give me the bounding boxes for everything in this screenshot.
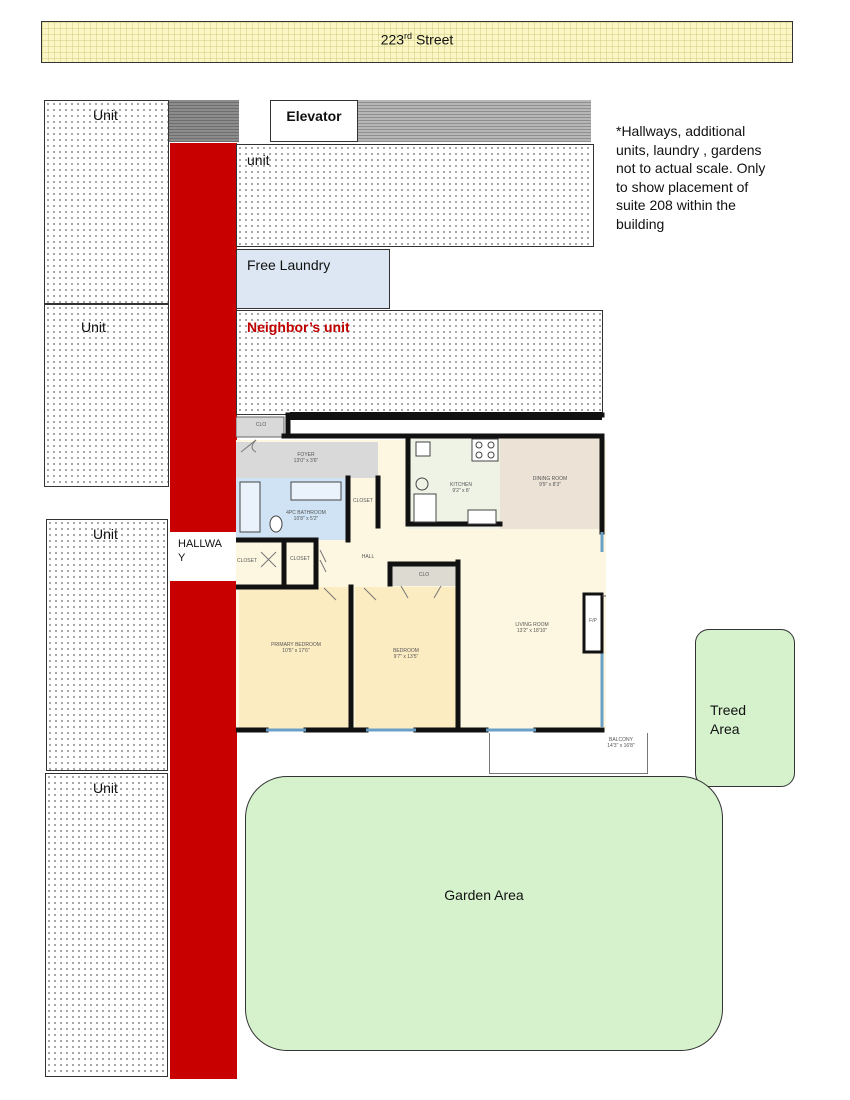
street-suffix: Street: [412, 31, 454, 48]
bathroom-label: [276, 510, 336, 522]
neighbors-unit-label: Neighbor’s unit: [247, 319, 350, 335]
bathroom-dim: 10'8" x 5'2": [293, 516, 319, 522]
balcony-name: BALCONY: [609, 737, 633, 743]
hall-label: HALL: [361, 554, 375, 560]
street-banner: [41, 21, 793, 63]
primary-bedroom-label: [258, 642, 334, 654]
kitchen-name: KITCHEN: [450, 482, 472, 488]
garden-area-label: Garden Area: [444, 887, 524, 903]
clo-bed-label: CLO: [418, 572, 430, 578]
unit-bottom-left-label: Unit: [93, 780, 118, 796]
bedroom-name: BEDROOM: [393, 648, 419, 654]
elevator-hatch-right: [357, 100, 591, 142]
living-label: [500, 622, 564, 634]
garden-area: [245, 776, 723, 1051]
closet-a-label: CLOSET: [236, 558, 257, 564]
hallway-top: [170, 143, 237, 532]
unit-bottom-left: [45, 773, 168, 1077]
bedroom-label: [376, 648, 436, 660]
free-laundry: [236, 249, 390, 309]
free-laundry-label: Free Laundry: [247, 257, 331, 273]
closet-b-label: CLOSET: [289, 556, 310, 562]
treed-area-label: Treed Area: [710, 702, 747, 737]
balcony: [489, 733, 648, 774]
scale-note: *Hallways, additional units, laundry , gardens not to actual scale. Only to show placement of suite 208 within the building: [616, 123, 766, 232]
street-ordinal: rd: [404, 31, 413, 41]
fp-label: F/P: [589, 618, 597, 624]
kitchen-dim: 9'2" x 8': [452, 488, 470, 494]
unit-mid-left: [44, 304, 169, 487]
bedroom-dim: 9'7" x 13'5": [393, 654, 419, 660]
clo-top-label: CLO: [255, 422, 267, 428]
foyer-dim: 13'0" x 3'6": [293, 458, 319, 464]
balcony-label: [598, 737, 644, 749]
primary-bedroom-name: PRIMARY BEDROOM: [271, 642, 321, 648]
unit-lower-left-label: Unit: [93, 526, 118, 542]
primary-bedroom-dim: 10'5" x 17'6": [282, 648, 310, 654]
hallway-label: HALLWA Y: [170, 532, 237, 581]
neighbor-wall: [290, 412, 602, 420]
suite-floorplan: [236, 412, 606, 734]
dining-label: [520, 476, 580, 488]
treed-area: [695, 629, 795, 787]
dining-dim: 9'9" x 8'3": [539, 482, 561, 488]
bathroom-name: 4PC BATHROOM: [286, 510, 326, 516]
kitchen-label: [436, 482, 486, 494]
unit-top-label: unit: [247, 152, 270, 168]
hallway-bottom: [170, 581, 237, 1079]
balcony-dim: 14'3" x 16'8": [607, 743, 635, 749]
elevator-hatch-left: [169, 100, 239, 142]
foyer-name: FOYER: [297, 452, 315, 458]
elevator: Elevator: [270, 100, 358, 142]
unit-mid-left-label: Unit: [81, 319, 106, 335]
foyer-label: [276, 452, 336, 464]
unit-top: [236, 144, 594, 247]
street-name: 223: [380, 31, 405, 48]
neighbors-unit: [236, 310, 603, 415]
dining-name: DINING ROOM: [532, 476, 568, 482]
living-dim: 13'2" x 18'10": [516, 628, 548, 634]
unit-lower-left: [46, 519, 168, 771]
living-name: LIVING ROOM: [515, 622, 549, 628]
closet-bath-label: CLOSET: [352, 498, 373, 504]
unit-top-left-label: Unit: [93, 107, 118, 123]
unit-top-left: [44, 100, 169, 304]
